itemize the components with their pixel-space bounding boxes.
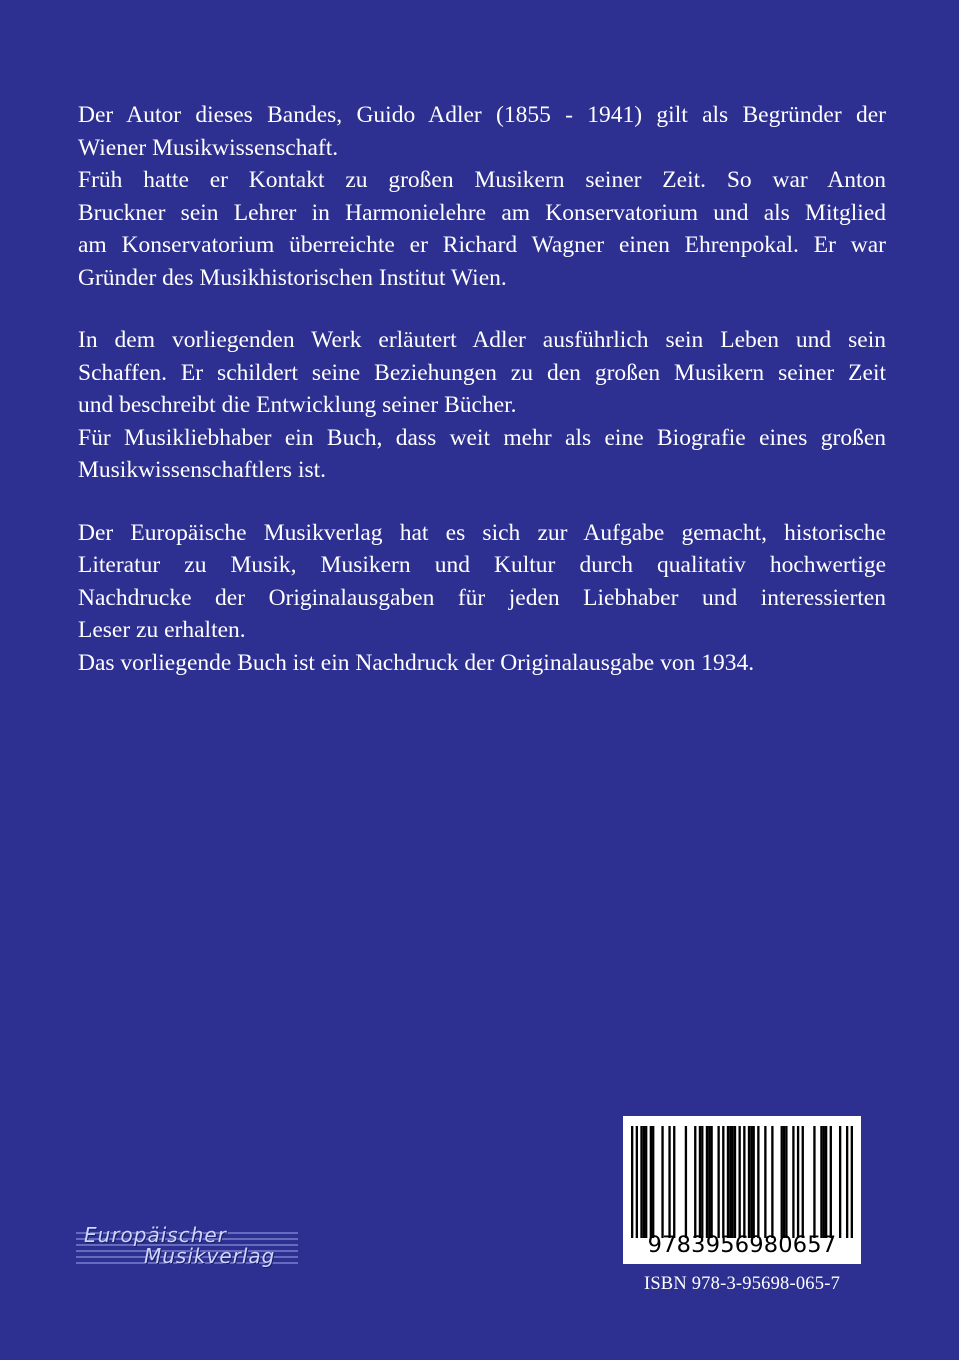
barcode-bar [797,1126,799,1238]
barcode-bar [846,1126,848,1238]
barcode-bar [783,1126,785,1238]
barcode-bar [685,1126,687,1238]
barcode-bar [825,1126,827,1238]
blurb-line: Nachdrucke der Originalausgaben für jeden Liebhaber und interessierten [78,584,886,611]
barcode-bar [722,1126,724,1238]
barcode-bar [820,1126,822,1238]
blurb-line: Der Autor dieses Bandes, Guido Adler (1855 - 1941) gilt als Begründer der [78,102,886,128]
blurb-line: Für Musikliebhaber ein Buch, dass weit mehr als eine Biografie eines großen [78,424,886,451]
blurb-line: In dem vorliegenden Werk erläutert Adler ausführlich sein Leben und sein [78,327,886,353]
barcode-bar [738,1126,740,1238]
blurb-line: Wiener Musikwissenschaft. [78,134,339,161]
barcode [623,1116,861,1264]
barcode-bar [823,1126,825,1238]
blurb-line: Leser zu erhalten. [78,617,246,643]
barcode-bar [706,1126,708,1238]
blurb-paragraph-1 [78,99,886,294]
barcode-bar [851,1126,853,1238]
barcode-bar [731,1126,733,1238]
barcode-bar [701,1126,703,1238]
blurb-line: Bruckner sein Lehrer in Harmonielehre am Konservatorium und als Mitglied [78,199,886,226]
barcode-bar [785,1126,787,1238]
barcode-bar [643,1126,645,1238]
barcode-bar [771,1126,773,1238]
barcode-bar [830,1126,832,1238]
barcode-bar [708,1126,710,1238]
barcode-bar [792,1126,794,1238]
barcode-bar [710,1126,712,1238]
blurb-line: Der Europäische Musikverlag hat es sich zur Aufgabe gemacht, historische [78,519,886,546]
barcode-bar [757,1126,759,1238]
blurb-line: Musikwissenschaftlers ist. [78,457,327,483]
barcode-bar [699,1126,701,1238]
barcode-bar [631,1126,633,1238]
barcode-bar [661,1126,663,1238]
blurb-paragraph-2 [78,324,886,487]
barcode-bar [753,1126,755,1238]
blurb-line: Schaffen. Er schildert seine Beziehungen zu den großen Musikern seiner Zeit [78,359,886,386]
barcode-bar [645,1126,647,1238]
barcode-bar [640,1126,642,1238]
barcode-bar [781,1126,783,1238]
barcode-bar [636,1126,638,1238]
blurb-text [78,99,886,709]
ean13-barcode-icon [631,1126,853,1238]
barcode-bar [668,1126,670,1238]
blurb-line: am Konservatorium überreichte er Richard Wagner einen Ehrenpokal. Er war [78,232,886,258]
barcode-bar [673,1126,675,1238]
barcode-bar [748,1126,750,1238]
barcode-bar [764,1126,766,1238]
barcode-bar [813,1126,815,1238]
barcode-digits: 9783956980657 [647,1232,837,1258]
blurb-line: Das vorliegende Buch ist ein Nachdruck der Originalausgabe von 1934. [78,649,755,676]
barcode-bar [650,1126,652,1238]
barcode-bar [694,1126,696,1238]
logo-line-1: Europäischer [84,1223,227,1247]
blurb-line: und beschreibt die Entwicklung seiner Bücher. [78,392,517,418]
barcode-bar [743,1126,745,1238]
barcode-bar [729,1126,731,1238]
barcode-bar [802,1126,804,1238]
barcode-bar [750,1126,752,1238]
barcode-bar [727,1126,729,1238]
blurb-line: Literatur zu Musik, Musikern und Kultur durch qualitativ hochwertige [78,552,886,578]
barcode-bar [717,1126,719,1238]
logo-line-2: Musikverlag [144,1244,276,1268]
blurb-line: Gründer des Musikhistorischen Institut Wien. [78,264,507,291]
barcode-bar [734,1126,736,1238]
isbn-label: ISBN 978-3-95698-065-7 [643,1274,841,1294]
barcode-bar [839,1126,841,1238]
publisher-logo [76,1222,298,1270]
blurb-paragraph-3 [78,517,886,680]
blurb-line: Früh hatte er Kontakt zu großen Musikern seiner Zeit. So war Anton [78,167,886,193]
barcode-bar [652,1126,654,1238]
